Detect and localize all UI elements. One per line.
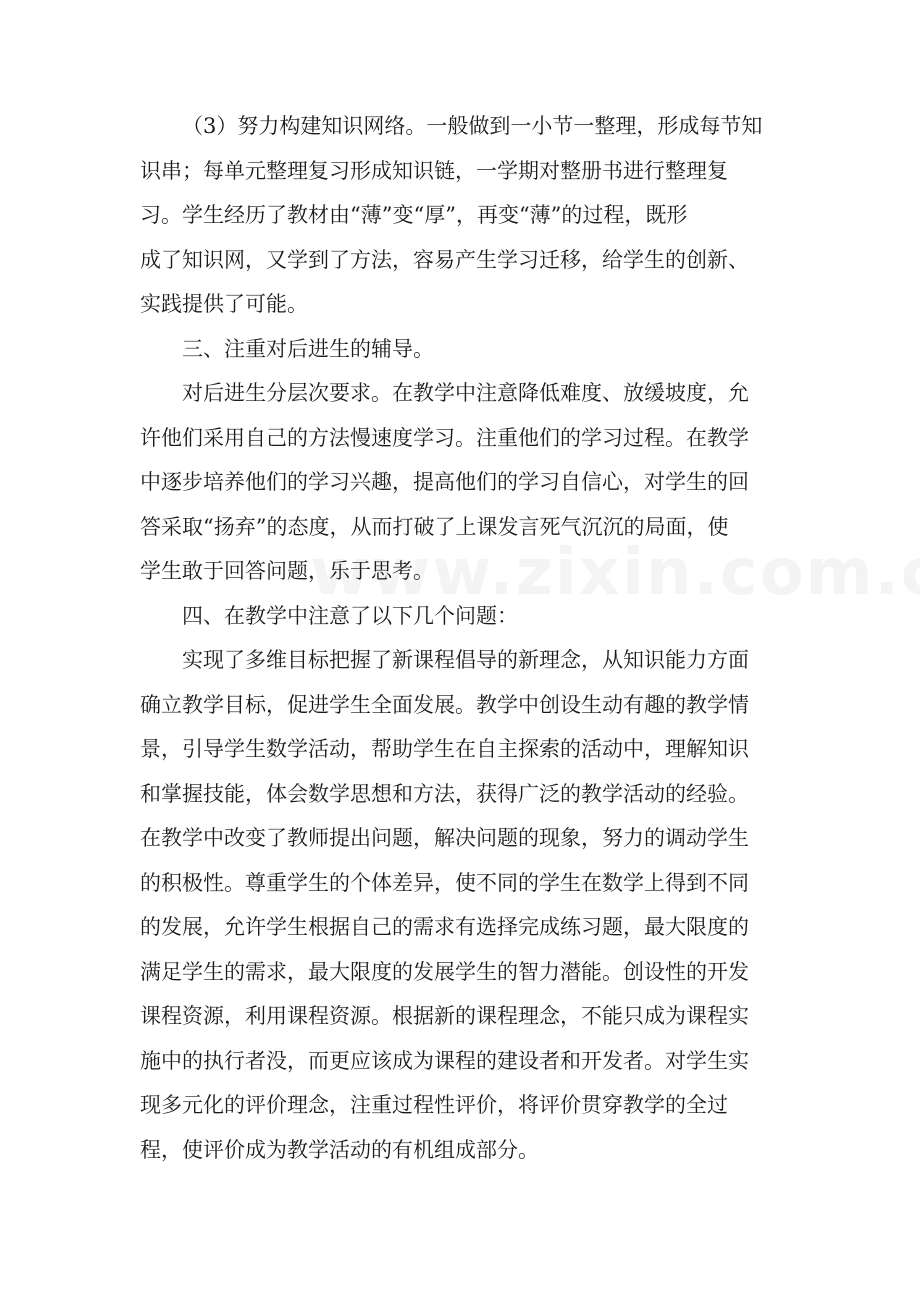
paragraph-line: 程，使评价成为教学活动的有机组成部分。	[140, 1137, 539, 1162]
paragraph-line: 现多元化的评价理念，注重过程性评价，将评价贯穿教学的全过	[140, 1093, 728, 1117]
paragraph-line: 课程资源，利用课程资源。根据新的课程理念，不能只成为课程实	[140, 1004, 749, 1028]
paragraph-line: 对后进生分层次要求。在教学中注意降低难度、放缓坡度，允	[182, 381, 749, 405]
paragraph-line: 识串；每单元整理复习形成知识链，一学期对整册书进行整理复	[140, 158, 728, 183]
paragraph-line: 成了知识网，又学到了方法，容易产生学习迁移，给学生的创新、	[140, 247, 749, 272]
paragraph-line: 实现了多维目标把握了新课程倡导的新理念，从知识能力方面	[182, 648, 749, 672]
document-body	[140, 104, 772, 1172]
paragraph-line: 许他们采用自己的方法慢速度学习。注重他们的学习过程。在教学	[140, 425, 749, 450]
paragraph-line: 的发展，允许学生根据自己的需求有选择完成练习题，最大限度的	[140, 915, 749, 939]
paragraph-line: 满足学生的需求，最大限度的发展学生的智力潜能。创设性的开发	[140, 959, 749, 984]
paragraph-line: 在教学中改变了教师提出问题，解决问题的现象，努力的调动学生	[140, 826, 749, 850]
heading-line: 三、注重对后进生的辅导。	[182, 336, 434, 361]
paragraph-line: 中逐步培养他们的学习兴趣，提高他们的学习自信心，对学生的回	[140, 470, 749, 494]
section-heading-issues	[140, 594, 772, 639]
paragraph-line: 和掌握技能，体会数学思想和方法，获得广泛的教学活动的经验。	[140, 781, 749, 806]
paragraph-line: 景，引导学生数学活动，帮助学生在自主探索的活动中，理解知识	[140, 737, 749, 761]
paragraph-tutoring	[140, 371, 772, 594]
paragraph-knowledge-network	[140, 104, 772, 327]
paragraph-line: （3）努力构建知识网络。一般做到一小节一整理，形成每节知	[182, 114, 763, 138]
paragraph-line: 答采取“扬弃”的态度，从而打破了上课发言死气沉沉的局面，使	[140, 514, 729, 539]
heading-line: 四、在教学中注意了以下几个问题：	[182, 603, 518, 628]
paragraph-line: 的积极性。尊重学生的个体差异，使不同的学生在数学上得到不同	[140, 870, 749, 895]
paragraph-issues	[140, 638, 772, 1172]
paragraph-line: 确立教学目标，促进学生全面发展。教学中创设生动有趣的教学情	[140, 692, 749, 717]
paragraph-line: 施中的执行者没，而更应该成为课程的建设者和开发者。对学生实	[140, 1048, 749, 1073]
paragraph-line: 学生敢于回答问题，乐于思考。	[140, 559, 434, 583]
paragraph-line: 习。学生经历了教材由“薄”变“厚”，再变“薄”的过程，既形	[140, 203, 688, 227]
paragraph-line: 实践提供了可能。	[140, 292, 308, 316]
section-heading-tutoring	[140, 327, 772, 372]
